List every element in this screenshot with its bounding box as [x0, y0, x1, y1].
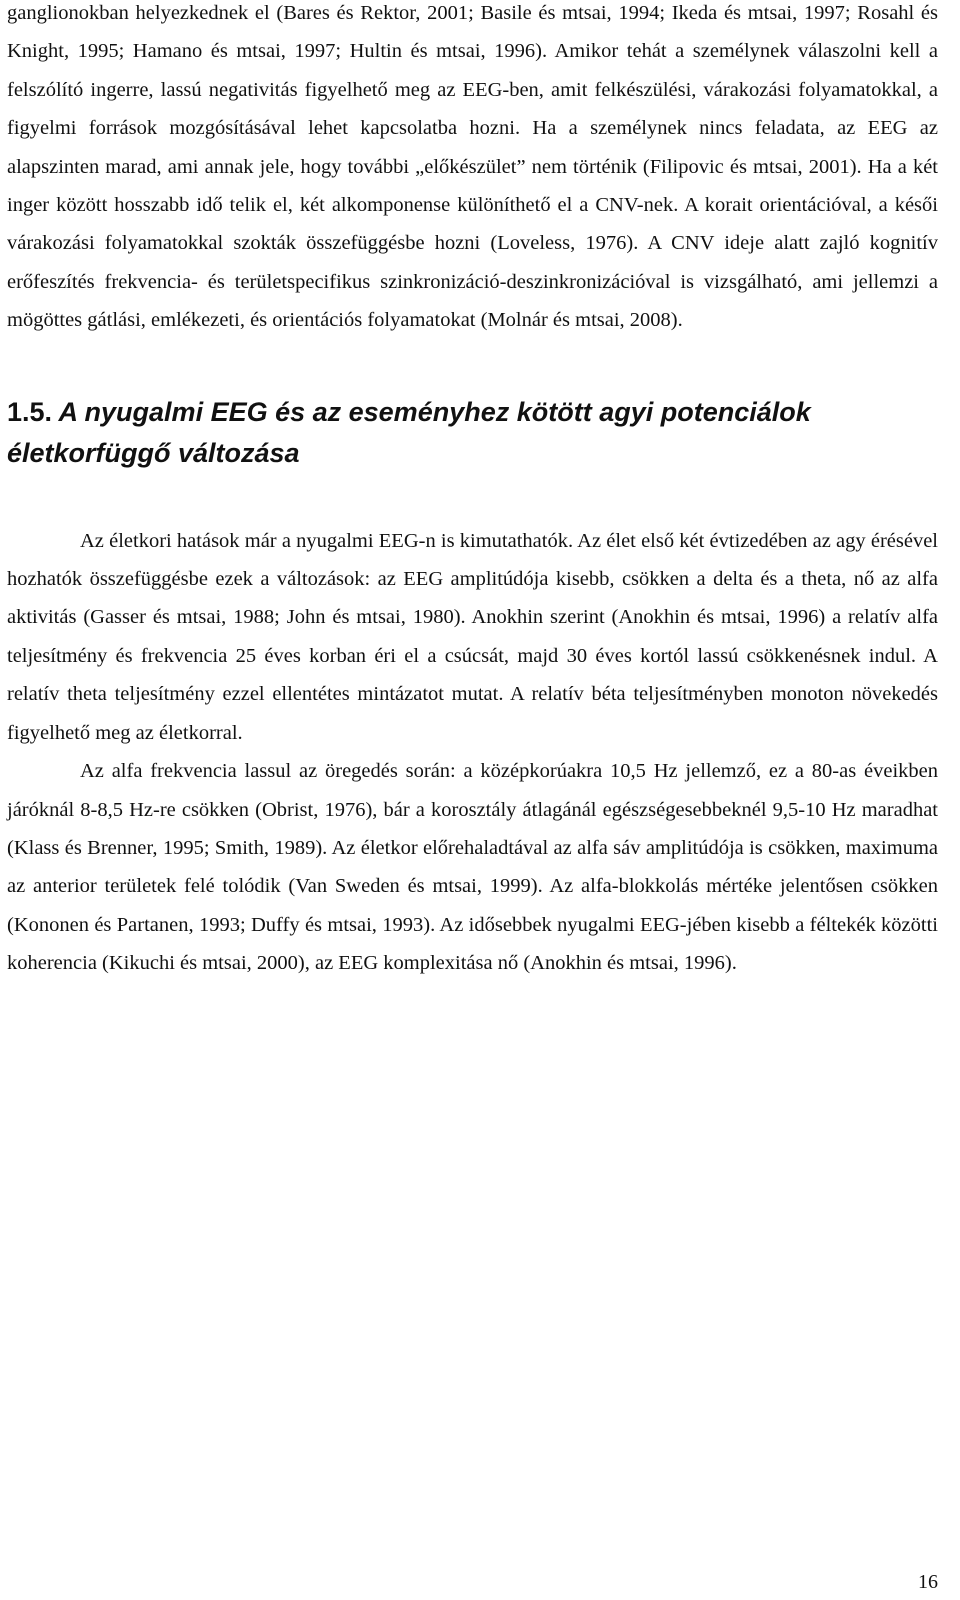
paragraph-age-effects: Az életkori hatások már a nyugalmi EEG-n is kimutathatók. Az élet első két évtizedében az agy érésével hozhatók összefüggésbe ezek a változások: az EEG amplitúdója kisebb, csökken a delta és a theta, nő az alfa aktivitás (Gasser és mtsai, 1988; John és mtsai, 1980). Anokhin szerint (Anokhin és mtsai, 1996) a relatív alfa teljesítmény és frekvencia 25 éves korban éri el a csúcsát, majd 30 éves kortól lassú csökkenésnek indul. A relatív theta teljesítmény ezzel ellentétes mintázatot mutat. A relatív béta teljesítményben monoton növekedés figyelhető meg az életkorral. — [7, 529, 938, 744]
paragraph-alpha-frequency: Az alfa frekvencia lassul az öregedés során: a középkorúakra 10,5 Hz jellemző, ez a 80-as éveikben járóknál 8-8,5 Hz-re csökken (Obrist, 1976), bár a korosztály átlagánál egészségesebbeknél 9,5-10 Hz maradhat (Klass és Brenner, 1995; Smith, 1989). Az életkor előrehaladtával az alfa sáv amplitúdója is csökken, maximuma az anterior területek felé tolódik (Van Sweden és mtsai, 1999). Az alfa-blokkolás mértéke jelentősen csökken (Kononen és Partanen, 1993; Duffy és mtsai, 1993). Az idősebbek nyugalmi EEG-jében kisebb a féltekék közötti koherencia (Kikuchi és mtsai, 2000), az EEG komplexitása nő (Anokhin és mtsai, 1996). — [7, 760, 938, 975]
paragraph-cnv: ganglionokban helyezkednek el (Bares és Rektor, 2001; Basile és mtsai, 1994; Ikeda és mtsai, 1997; Rosahl és Knight, 1995; Hamano és mtsai, 1997; Hultin és mtsai, 1996). Amikor tehát a személynek válaszolni kell a felszólító ingerre, lassú negativitás figyelhető meg az EEG-ben, amit felkészülési, várakozási folyamatokkal, a figyelmi források mozgósításával lehet kapcsolatba hozni. Ha a személynek nincs feladata, az EEG az alapszinten marad, ami annak jele, hogy további „előkészület” nem történik (Filipovic és mtsai, 2001). Ha a két inger között hosszabb idő telik el, két alkomponense különíthető el a CNV-nek. A korait orientációval, a késői várakozási folyamatokkal szokták összefüggésbe hozni (Loveless, 1976). A CNV ideje alatt zajló kognitív erőfeszítés frekvencia- és területspecifikus szinkronizáció-deszinkronizációval is vizsgálható, ami jellemzi a mögöttes gátlási, emlékezeti, és orientációs folyamatokat (Molnár és mtsai, 2008). — [7, 2, 938, 332]
section-number: 1.5. — [7, 396, 53, 427]
page-number: 16 — [918, 1571, 938, 1593]
document-page — [7, 0, 938, 983]
section-heading — [7, 392, 938, 474]
heading-spacer — [7, 474, 938, 522]
section-spacer — [7, 340, 938, 392]
section-title: A nyugalmi EEG és az eseményhez kötött agyi potenciálok életkorfüggő változása — [7, 396, 811, 468]
